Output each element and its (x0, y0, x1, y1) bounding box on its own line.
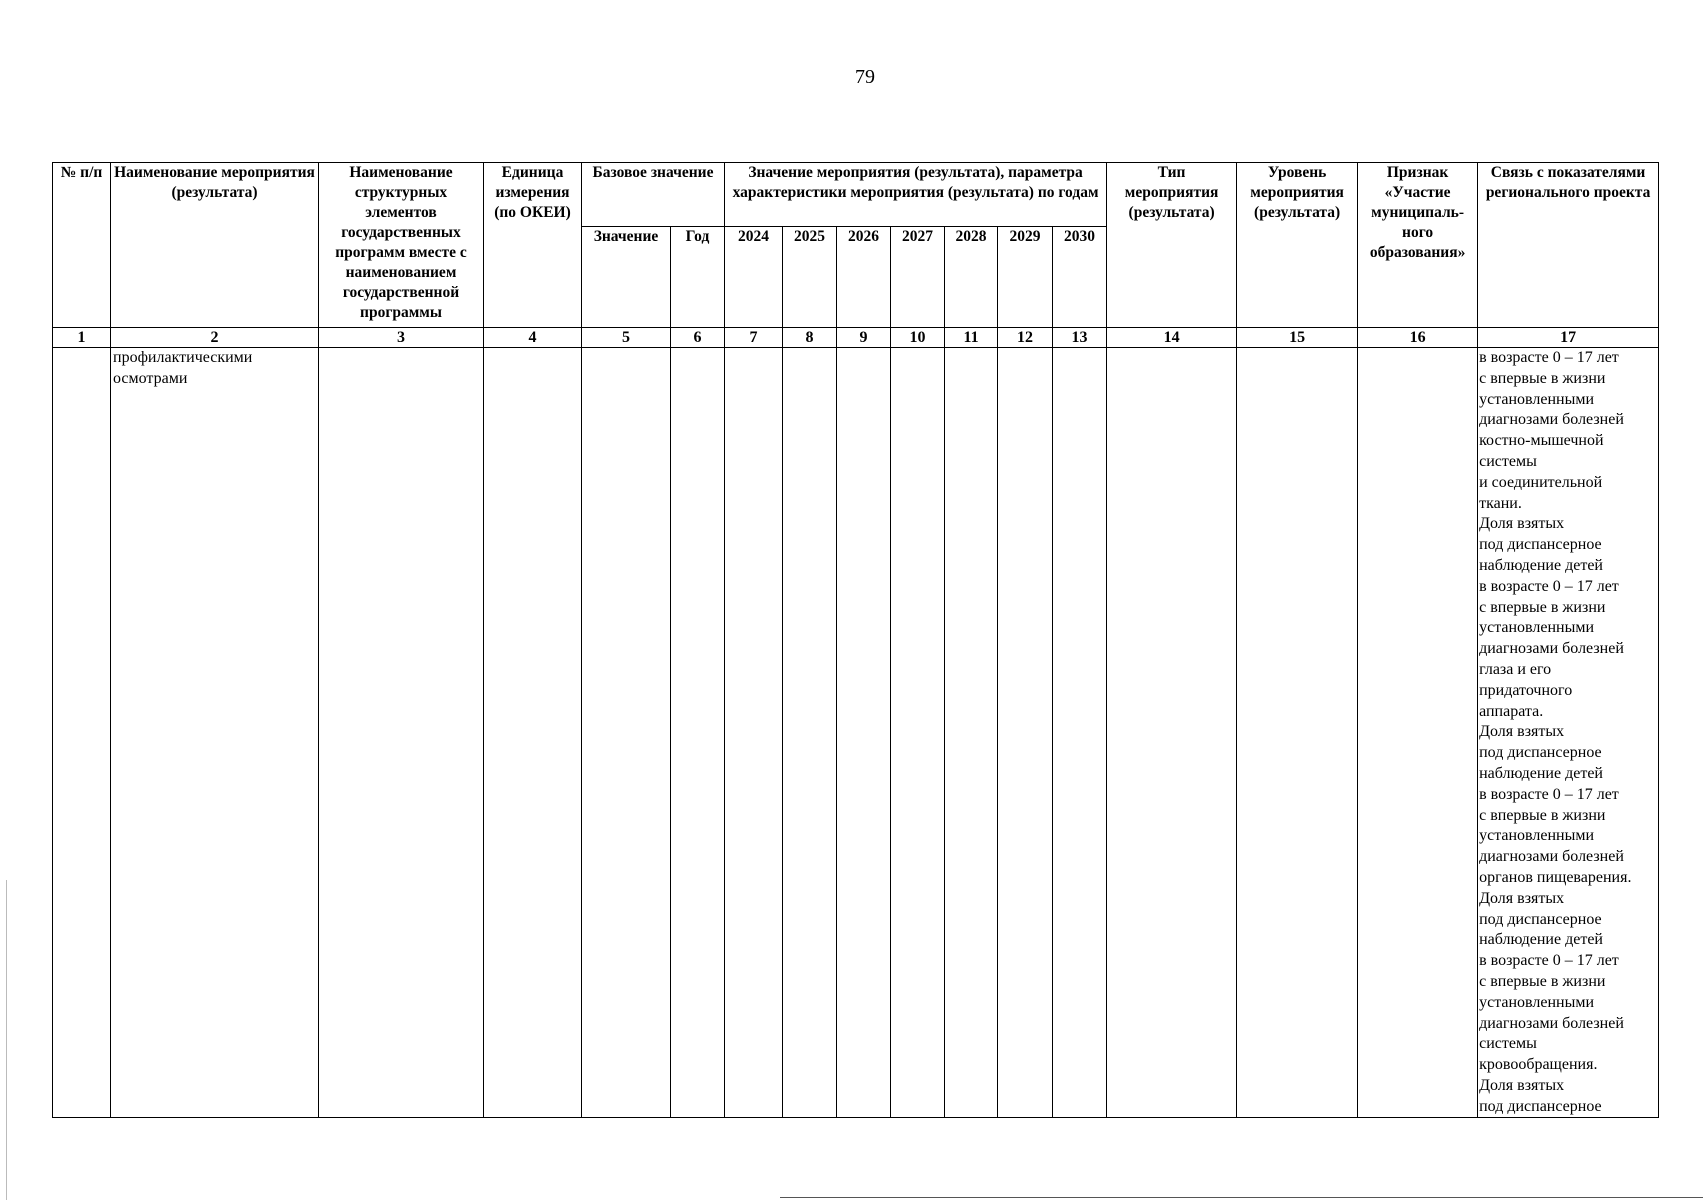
header-year: 2030 (1053, 227, 1107, 328)
text-line: и соединительной (1479, 473, 1603, 491)
header-event-level: Уровень мероприятия (результата) (1237, 163, 1358, 328)
text-line: органов пищеварения. (1479, 868, 1632, 886)
header-year: 2029 (998, 227, 1053, 328)
text-line: костно-мышечной (1479, 432, 1604, 450)
header-year: 2026 (837, 227, 891, 328)
cell-base-year (671, 348, 725, 1118)
text-line: установленными (1479, 993, 1595, 1011)
text-line: диагнозами болезней (1479, 640, 1624, 658)
text-line: наблюдение детей (1479, 931, 1603, 949)
text-line: придаточного (1479, 681, 1573, 699)
column-number: 3 (319, 328, 484, 348)
text-line: диагнозами болезней (1479, 1014, 1624, 1032)
header-base-value-year: Год (671, 227, 725, 328)
column-number: 7 (725, 328, 783, 348)
cell-structural-elements (319, 348, 484, 1118)
cell-year-2030 (1053, 348, 1107, 1118)
column-number: 5 (582, 328, 671, 348)
text-line: с впервые в жизни (1479, 972, 1606, 990)
header-values-by-years: Значение мероприятия (результата), параметра характеристики мероприятия (результата) по годам (725, 163, 1107, 227)
cell-year-2026 (837, 348, 891, 1118)
text-line: ткани. (1479, 494, 1522, 512)
text-line: глаза и его (1479, 660, 1552, 678)
column-number: 12 (998, 328, 1053, 348)
text-line: Доля взятых (1479, 889, 1565, 907)
text-line: в возрасте 0 – 17 лет (1479, 952, 1619, 970)
cell-no (53, 348, 111, 1118)
text-line: Доля взятых (1479, 515, 1565, 533)
column-number: 10 (891, 328, 945, 348)
text-line: диагнозами болезней (1479, 848, 1624, 866)
text-line: установленными (1479, 390, 1595, 408)
text-line: установленными (1479, 619, 1595, 637)
page-number: 79 (855, 66, 875, 88)
text-line: наблюдение детей (1479, 764, 1603, 782)
cell-event-type (1107, 348, 1237, 1118)
text-line: под диспансерное (1479, 536, 1602, 554)
cell-year-2025 (783, 348, 837, 1118)
cell-event-level (1237, 348, 1358, 1118)
column-number: 8 (783, 328, 837, 348)
text-line: диагнозами болезней (1479, 411, 1624, 429)
table-row (53, 348, 1659, 1118)
text-line: Доля взятых (1479, 723, 1565, 741)
cell-year-2029 (998, 348, 1053, 1118)
text-line: под диспансерное (1479, 910, 1602, 928)
text-line: системы (1479, 452, 1537, 470)
cell-base-value (582, 348, 671, 1118)
header-unit: Единица измерения (по ОКЕИ) (484, 163, 582, 328)
column-number: 4 (484, 328, 582, 348)
column-number: 6 (671, 328, 725, 348)
header-year: 2025 (783, 227, 837, 328)
text-line: установленными (1479, 827, 1595, 845)
column-number: 13 (1053, 328, 1107, 348)
column-number: 1 (53, 328, 111, 348)
text-line: системы (1479, 1035, 1537, 1053)
text-line: кровообращения. (1479, 1056, 1598, 1074)
text-line: в возрасте 0 – 17 лет (1479, 577, 1619, 595)
header-municipal-participation: Признак «Участие муниципаль-ного образования» (1358, 163, 1478, 328)
text-line: под диспансерное (1479, 1097, 1602, 1115)
cell-unit (484, 348, 582, 1118)
cell-event-name (111, 348, 319, 1118)
column-number: 15 (1237, 328, 1358, 348)
column-number: 17 (1478, 328, 1659, 348)
cell-year-2028 (945, 348, 998, 1118)
text-line: наблюдение детей (1479, 556, 1603, 574)
header-link-indicators: Связь с показателями регионального проекта (1478, 163, 1659, 328)
column-number: 11 (945, 328, 998, 348)
cell-link-indicators (1478, 348, 1659, 1118)
header-structural-elements: Наименование структурных элементов государственных программ вместе с наименованием государственной программы (319, 163, 484, 328)
text-line: с впервые в жизни (1479, 598, 1606, 616)
text-line: профилактическими (113, 349, 253, 366)
text-line: в возрасте 0 – 17 лет (1479, 349, 1619, 366)
text-line: в возрасте 0 – 17 лет (1479, 785, 1619, 803)
text-line: Доля взятых (1479, 1076, 1565, 1094)
column-number: 14 (1107, 328, 1237, 348)
text-line: под диспансерное (1479, 744, 1602, 762)
header-event-name: Наименование мероприятия (результата) (111, 163, 319, 328)
text-line: аппарата. (1479, 702, 1544, 720)
column-number: 16 (1358, 328, 1478, 348)
column-number: 2 (111, 328, 319, 348)
cell-year-2024 (725, 348, 783, 1118)
scan-artifact-edge (6, 880, 7, 1200)
column-numbers-row (53, 328, 1659, 348)
header-base-value: Базовое значение (582, 163, 725, 227)
header-year: 2024 (725, 227, 783, 328)
header-year: 2028 (945, 227, 998, 328)
cell-municipal-participation (1358, 348, 1478, 1118)
cell-year-2027 (891, 348, 945, 1118)
events-table (52, 162, 1659, 1118)
text-line: с впервые в жизни (1479, 806, 1606, 824)
header-row-1 (53, 163, 1659, 227)
column-number: 9 (837, 328, 891, 348)
header-event-type: Тип мероприятия (результата) (1107, 163, 1237, 328)
text-line: осмотрами (113, 369, 188, 387)
header-year: 2027 (891, 227, 945, 328)
header-base-value-value: Значение (582, 227, 671, 328)
header-no: № п/п (53, 163, 111, 328)
text-line: с впервые в жизни (1479, 369, 1606, 387)
scan-artifact-line (780, 1197, 1703, 1198)
